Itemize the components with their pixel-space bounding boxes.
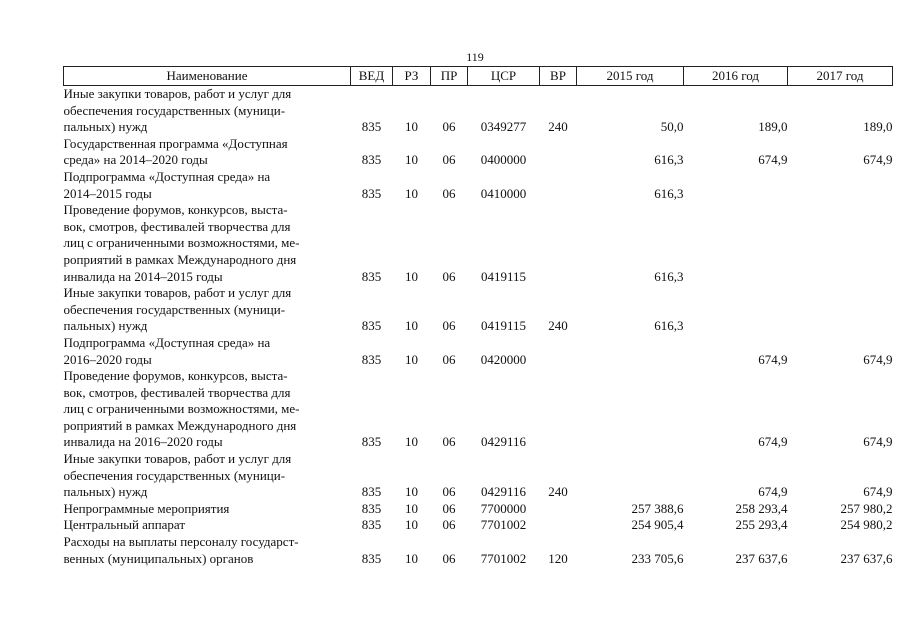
cell-pr: 06 [442,268,456,284]
cell-name-line: Центральный аппарат [63,517,186,533]
cell-2016: 258 293,4 [735,500,788,516]
cell-2017: 674,9 [863,434,893,450]
cell-name [64,368,351,451]
cell-2017: 674,9 [863,152,893,168]
table-row [64,285,893,335]
cell-2015: 616,3 [654,152,684,168]
cell-2017: 674,9 [863,351,893,367]
table-row [64,517,893,534]
cell-2015: 616,3 [654,318,684,334]
cell-rz: 10 [405,318,418,334]
cell-csr: 0420000 [480,351,527,367]
cell-name-line: Подпрограмма «Доступная среда» на [63,334,271,350]
cell-name [64,169,351,202]
cell-2016: 237 637,6 [735,550,788,566]
cell-name-line: 2016–2020 годы [63,351,152,367]
table-row [64,451,893,501]
cell-2017: 189,0 [863,119,893,135]
cell-name-line: Проведение форумов, конкурсов, выста- [63,368,288,384]
table-row [64,86,893,136]
header-name: Наименование [64,67,351,86]
cell-name [64,534,351,567]
cell-name-line: Непрограммные мероприятия [63,500,230,516]
cell-rz: 10 [405,500,418,516]
cell-2016: 674,9 [758,484,788,500]
cell-name-line: инвалида на 2016–2020 годы [63,434,223,450]
cell-name-line: обеспечения государственных (муници- [63,467,286,483]
cell-2015: 50,0 [660,119,684,135]
cell-rz: 10 [405,517,418,533]
cell-vr [540,335,577,368]
cell-name-line: вок, смотров, фестивалей творчества для [63,384,291,400]
cell-2015: 616,3 [654,268,684,284]
cell-name-line: пальных) нужд [63,119,148,135]
cell-rz: 10 [405,185,418,201]
cell-vr: 240 [548,318,568,334]
cell-2017 [788,285,893,335]
cell-name-line: обеспечения государственных (муници- [63,301,286,317]
cell-name-line: лиц с ограниченными возможностями, ме- [63,401,300,417]
cell-name-line: роприятий в рамках Международного дня [63,251,297,267]
header-pr: ПР [431,67,468,86]
cell-pr: 06 [442,351,456,367]
header-vr: ВР [540,67,577,86]
cell-2017 [788,202,893,285]
cell-name-line: Подпрограмма «Доступная среда» на [63,168,271,184]
header-2015: 2015 год [577,67,684,86]
cell-name-line: Расходы на выплаты персоналу государст- [63,534,299,550]
header-2017: 2017 год [788,67,893,86]
table-row [64,368,893,451]
cell-name-line: пальных) нужд [63,484,148,500]
cell-csr: 7701002 [480,550,527,566]
cell-rz: 10 [405,152,418,168]
cell-csr: 0349277 [480,119,527,135]
cell-pr: 06 [442,185,456,201]
cell-vr: 240 [548,119,568,135]
cell-name-line: обеспечения государственных (муници- [63,102,286,118]
cell-name [64,202,351,285]
cell-2015 [577,335,684,368]
cell-name [64,501,351,518]
cell-name [64,335,351,368]
cell-csr: 7701002 [480,517,527,533]
cell-2017: 674,9 [863,484,893,500]
cell-pr: 06 [442,550,456,566]
cell-2017: 254 980,2 [840,517,893,533]
cell-2016 [684,169,788,202]
cell-rz: 10 [405,351,418,367]
cell-rz: 10 [405,550,418,566]
cell-2015: 254 905,4 [631,517,684,533]
cell-2016: 255 293,4 [735,517,788,533]
cell-name-line: инвалида на 2014–2015 годы [63,268,223,284]
cell-name [64,86,351,136]
header-rz: РЗ [393,67,431,86]
cell-2016: 674,9 [758,152,788,168]
cell-csr: 7700000 [480,500,527,516]
cell-name-line: Проведение форумов, конкурсов, выста- [63,202,288,218]
cell-ved: 835 [361,550,382,566]
cell-2016 [684,202,788,285]
cell-name-line: роприятий в рамках Международного дня [63,417,297,433]
cell-pr: 06 [442,434,456,450]
cell-name-line: Иные закупки товаров, работ и услуг для [63,451,292,467]
cell-vr: 240 [548,484,568,500]
cell-vr [540,368,577,451]
page-number: 119 [466,50,484,64]
cell-ved: 835 [361,185,382,201]
cell-vr [540,501,577,518]
cell-vr [540,136,577,169]
table-header-row [64,67,893,86]
cell-csr: 0410000 [480,185,527,201]
cell-2015 [577,451,684,501]
cell-ved: 835 [361,268,382,284]
cell-2017: 237 637,6 [840,550,893,566]
cell-pr: 06 [442,318,456,334]
table-row [64,335,893,368]
cell-2015: 616,3 [654,185,684,201]
cell-2016: 674,9 [758,351,788,367]
header-ved: ВЕД [351,67,393,86]
cell-vr [540,202,577,285]
table-row [64,202,893,285]
cell-rz: 10 [405,268,418,284]
cell-ved: 835 [361,351,382,367]
cell-pr: 06 [442,517,456,533]
cell-2016: 674,9 [758,434,788,450]
cell-name [64,517,351,534]
cell-csr: 0419115 [480,268,527,284]
cell-name-line: Иные закупки товаров, работ и услуг для [63,285,292,301]
header-csr: ЦСР [468,67,540,86]
cell-2016: 189,0 [758,119,788,135]
table-row [64,136,893,169]
cell-ved: 835 [361,500,382,516]
cell-pr: 06 [442,500,456,516]
cell-pr: 06 [442,152,456,168]
cell-ved: 835 [361,517,382,533]
cell-name-line: среда» на 2014–2020 годы [63,152,208,168]
cell-name-line: венных (муниципальных) органов [63,550,254,566]
cell-vr [540,169,577,202]
cell-rz: 10 [405,484,418,500]
table-row [64,501,893,518]
cell-vr: 120 [548,550,568,566]
cell-2015: 257 388,6 [631,500,684,516]
cell-name-line: 2014–2015 годы [63,185,152,201]
table-row [64,534,893,567]
cell-name [64,451,351,501]
cell-2017: 257 980,2 [840,500,893,516]
cell-name [64,136,351,169]
cell-ved: 835 [361,119,382,135]
cell-name-line: лиц с ограниченными возможностями, ме- [63,235,300,251]
cell-2015 [577,368,684,451]
cell-csr: 0429116 [480,434,527,450]
cell-name-line: вок, смотров, фестивалей творчества для [63,218,291,234]
cell-rz: 10 [405,119,418,135]
cell-pr: 06 [442,484,456,500]
header-2016: 2016 год [684,67,788,86]
cell-csr: 0429116 [480,484,527,500]
table-body [64,86,893,568]
cell-name-line: Государственная программа «Доступная [63,135,288,151]
cell-ved: 835 [361,484,382,500]
budget-table [63,66,893,567]
cell-rz: 10 [405,434,418,450]
cell-ved: 835 [361,434,382,450]
cell-2015: 233 705,6 [631,550,684,566]
cell-name-line: Иные закупки товаров, работ и услуг для [63,86,292,101]
cell-2017 [788,169,893,202]
table-row [64,169,893,202]
cell-name-line: пальных) нужд [63,318,148,334]
cell-name [64,285,351,335]
cell-ved: 835 [361,318,382,334]
cell-csr: 0400000 [480,152,527,168]
cell-vr [540,517,577,534]
cell-2016 [684,285,788,335]
cell-pr: 06 [442,119,456,135]
cell-csr: 0419115 [480,318,527,334]
cell-ved: 835 [361,152,382,168]
